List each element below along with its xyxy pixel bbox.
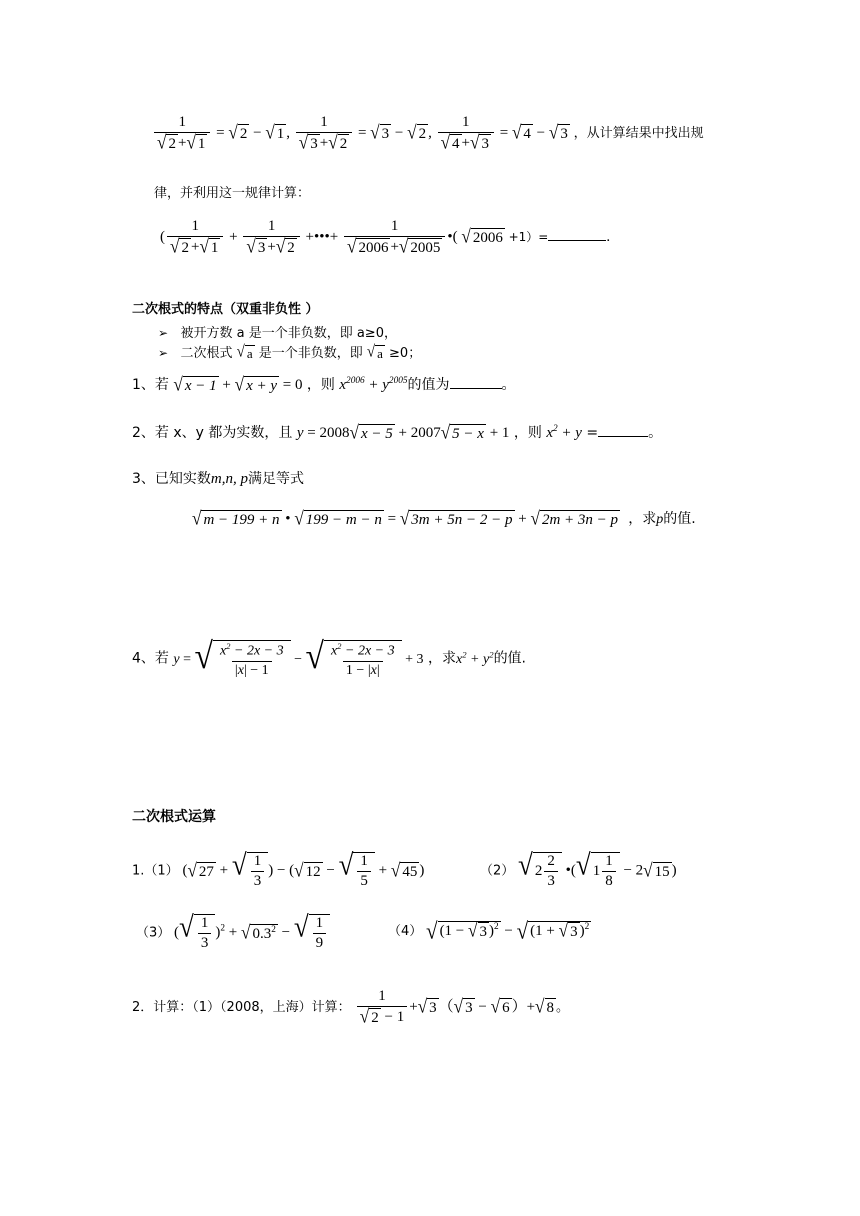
fraction: 1 √ 3 + √ 2 (296, 114, 352, 153)
p1-end: 。 (501, 377, 516, 393)
p3-ask: ，求 (628, 511, 657, 527)
q1-label: 1.（1） (132, 863, 179, 879)
problem-3: 3、已知实数m,n, p满足等式 (132, 471, 305, 487)
arrow-bullet-icon: ➢ (158, 326, 169, 340)
bullet-2-text-b: 是一个非负数，即 (258, 346, 363, 361)
question-1-part-3: （3） ( √ $\frac{1}{3}$ )$^2$ + √ $0.3^2$ − √ $\frac{1}{9}$ (136, 914, 330, 953)
q1-3-label: （3） (136, 925, 171, 941)
fraction: 1 √ 4 + √ 3 (438, 114, 494, 153)
p1-suffix: 的值为 (407, 377, 450, 393)
p4-ask2: 的值. (493, 650, 527, 667)
q2-text: 2．计算：（1）（2008，上海）计算： (132, 1000, 351, 1016)
p1-mid: ，则 (306, 377, 335, 393)
p2-prefix: 2、若 x、y 都为实数，且 (132, 425, 293, 441)
p1-prefix: 1、若 (132, 377, 169, 393)
question-1-part-4: （4） √ (1 − √ 3 )$^2$ − √ (1 + √ 3 )$^2$ (388, 917, 590, 945)
section2-title: 二次根式运算 (132, 809, 216, 825)
bullet-1-text: 被开方数 a 是一个非负数，即 a≥0， (180, 326, 397, 341)
intro-suffix: ，从计算结果中找出规 (573, 126, 704, 142)
p4-ask: ，求 (427, 650, 456, 667)
q2-tail: 。 (556, 1000, 570, 1016)
problem-2: 2、若 x、y 都为实数，且 y = 2008 √ x − 5 + 2007 √ 5 − x + 1 ，则 $x^2 + y$ = 。 (132, 422, 663, 443)
problem-3-equation: √ m − 199 + n • √ 199 − m − n = √ 3m + 5n − 2 − p + √ 2m + 3n − p ，求p的值. (192, 508, 696, 529)
product-formula-line: ( 1 √ 2 + √ 1 + 1 √ 3 + √ 2 +•••+ 1 √ 2006 + √ 2005 •( √ 2006 +1）= . (160, 218, 611, 258)
arrow-bullet-icon: ➢ (158, 346, 169, 360)
product-end: . (606, 229, 611, 246)
p2-end: 。 (648, 425, 663, 441)
p3-ask2: 的值. (663, 511, 696, 527)
p3-prefix: 3、已知实数 (132, 471, 211, 487)
q1-2-label: （2） (480, 863, 515, 879)
p3-suffix: 满足等式 (248, 471, 305, 487)
problem-4: 4、若 y = √ $\frac{x^2 - 2x - 3}{|x| - 1}$ − √ $\frac{x^2 - 2x - 3}{1 - |x|}$ + 3 ，求$x^2 + y^2$的值. (132, 635, 527, 678)
bullet-2: ➢ 二次根式 √ a 是一个非负数，即 √ a ≥0； (158, 343, 422, 362)
intro-line2: 律，并利用这一规律计算： (154, 186, 311, 201)
p4-prefix: 4、若 (132, 650, 169, 667)
bullet-2-text-a: 二次根式 (180, 346, 233, 361)
problem-1: 1、若 √ x − 1 + √ x + y = 0 ，则 $x^{2006} + y^{2005}$的值为 。 (132, 374, 516, 395)
question-1-part-1: 1.（1） ( √ 27 + √ $\frac{1}{3}$ ) − ( √ 12 − √ $\frac{1}{5}$ + √ 45 ) (132, 847, 425, 890)
p2-mid: ，则 (513, 425, 542, 441)
bullet-2-text-c: ≥0； (389, 346, 422, 361)
bullet-1 (158, 322, 397, 341)
intro-formula-line: 1 √ 2 + √ 1 = √ 2 − √ 1 , 1 √ 3 + √ 2 = √ 3 − √ 2 , 1 √ 4 + √ 3 = √ 4 − √ 3 ，从计算结果中找出规 (152, 114, 704, 153)
product-tail: +1）= (508, 230, 549, 245)
question-2: 2．计算：（1）（2008，上海）计算： 1 √ 2 − 1 + √ 3 （ √ 3 − √ 6 ）+ √ 8 。 (132, 988, 570, 1028)
question-1-part-2: （2） √ 2 $\frac{2}{3}$ •( √ 1 $\frac{1}{8}$ − 2 √ 15 ) (480, 847, 677, 890)
q1-4-label: （4） (388, 924, 423, 939)
fraction: 1 √ 2 + √ 1 (154, 114, 210, 153)
section1-title: 二次根式的特点（双重非负性 ） (132, 302, 319, 317)
